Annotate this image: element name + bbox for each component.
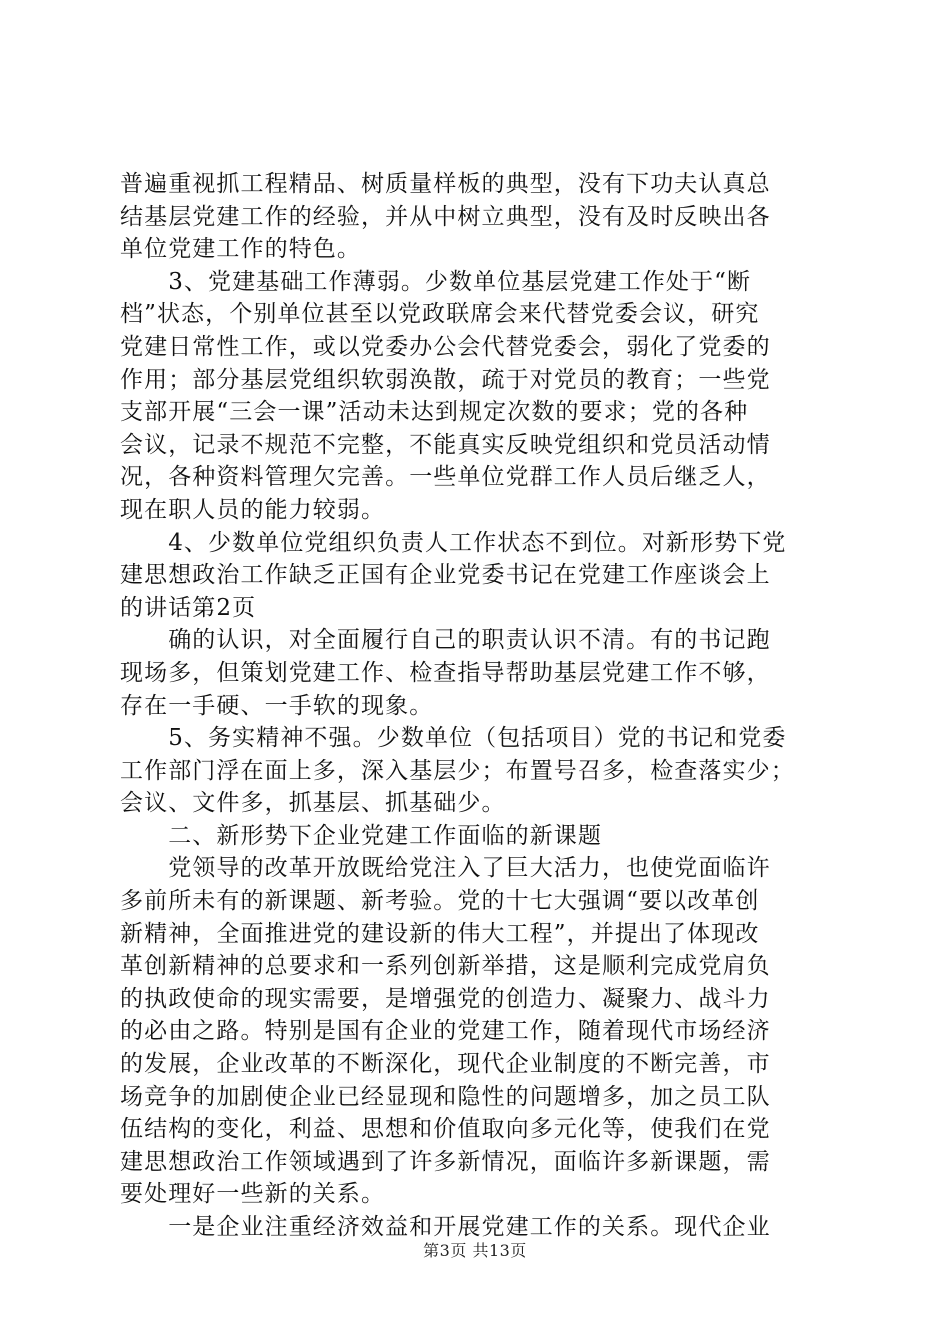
document-body [120,168,840,1244]
text-line: 多前所未有的新课题、新考验。党的十七大强调“要以改革创 [120,888,760,915]
text-line: 一是企业注重经济效益和开展党建工作的关系。现代企业 [120,1214,771,1240]
text-line: 结基层党建工作的经验，并从中树立典型，没有及时反映出各 [120,203,771,230]
text-line: 的发展，企业改革的不断深化，现代企业制度的不断完善，市 [120,1051,771,1078]
text-line: 的必由之路。特别是国有企业的党建工作，随着现代市场经济 [120,1018,771,1045]
text-line: 现在职人员的能力较弱。 [120,496,386,523]
text-line: 会议、文件多，抓基层、抓基础少。 [120,790,506,817]
text-line: 的执政使命的现实需要，是增强党的创造力、凝聚力、战斗力 [120,985,771,1012]
text-line: 建思想政治工作缺乏正国有企业党委书记在党建工作座谈会上 [120,562,771,589]
text-line: 会议，记录不规范不完整，不能真实反映党组织和党员活动情 [120,431,771,458]
text-line: 党建日常性工作，或以党委办公会代替党委会，弱化了党委的 [120,333,771,360]
text-line: 况，各种资料管理欠完善。一些单位党群工作人员后继乏人， [120,464,771,491]
text-line: 5、务实精神不强。少数单位（包括项目）党的书记和党委 [120,725,787,752]
text-line: 确的认识，对全面履行自己的职责认识不清。有的书记跑 [120,627,771,654]
text-line: 现场多，但策划党建工作、检查指导帮助基层党建工作不够， [120,659,771,686]
text-line: 二、新形势下企业党建工作面临的新课题 [120,822,602,849]
text-line: 工作部门浮在面上多，深入基层少；布置号召多，检查落实少； [120,757,795,784]
text-line: 党领导的改革开放既给党注入了巨大活力，也使党面临许 [120,855,771,882]
text-line: 档”状态，个别单位甚至以党政联席会来代替党委会议，研究 [120,301,760,328]
text-line: 新精神，全面推进党的建设新的伟大工程”，并提出了体现改 [120,920,760,947]
text-line: 普遍重视抓工程精品、树质量样板的典型，没有下功夫认真总 [120,171,771,197]
text-line: 革创新精神的总要求和一系列创新举措，这是顺利完成党肩负 [120,953,771,980]
text-line: 3、党建基础工作薄弱。少数单位基层党建工作处于“断 [120,268,752,295]
text-line: 要处理好一些新的关系。 [120,1181,386,1208]
text-line: 单位党建工作的特色。 [120,236,361,263]
text-line: 支部开展“三会一课”活动未达到规定次数的要求；党的各种 [120,399,749,426]
text-line: 存在一手硬、一手软的现象。 [120,692,434,719]
text-line: 作用；部分基层党组织软弱涣散，疏于对党员的教育；一些党 [120,366,771,393]
text-line: 的讲话第2页 [120,594,257,621]
page-number-footer: 第3页 共13页 [423,1241,527,1260]
text-line: 4、少数单位党组织负责人工作状态不到位。对新形势下党 [120,529,787,556]
text-line: 建思想政治工作领域遇到了许多新情况，面临许多新课题，需 [120,1148,771,1175]
text-line: 场竞争的加剧使企业已经显现和隐性的问题增多，加之员工队 [120,1083,771,1110]
text-line: 伍结构的变化，利益、思想和价值取向多元化等，使我们在党 [120,1116,771,1143]
